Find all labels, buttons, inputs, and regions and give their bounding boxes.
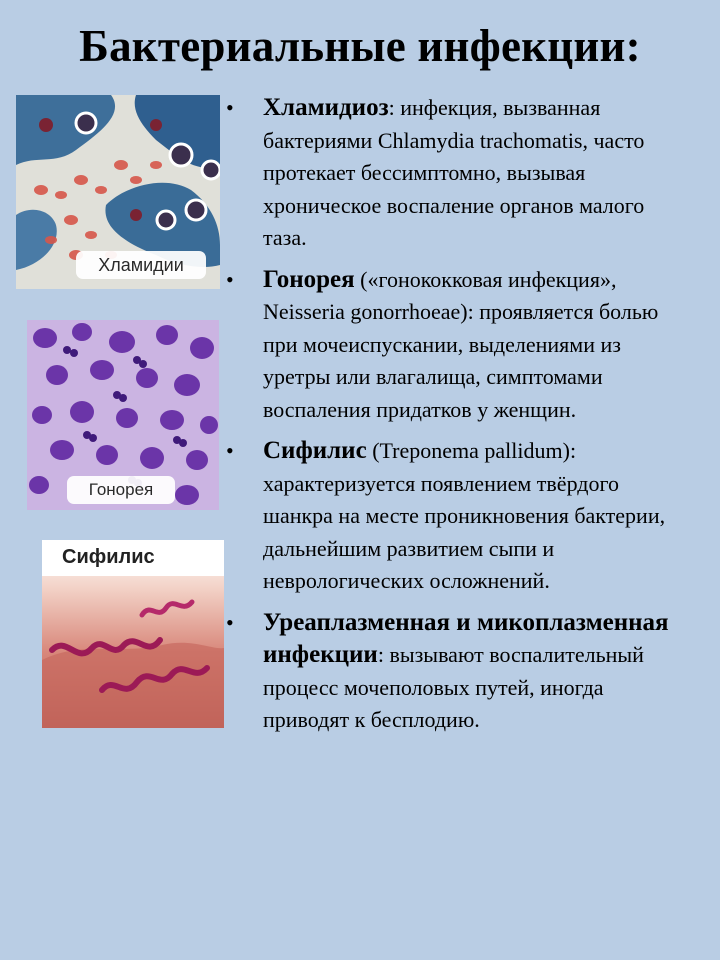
syphilis-label: Сифилис (62, 546, 155, 568)
term: Хламидиоз (263, 94, 389, 121)
description: : вызывают воспалительный процесс мочеполовых путей, иногда приводят к бесплодию. (263, 642, 644, 732)
bullet-icon: • (226, 438, 234, 463)
syphilis-image (42, 540, 224, 728)
bullet-icon: • (226, 266, 234, 292)
gonorrhea-label: Гонорея (67, 476, 175, 504)
description: («гонококковая инфекция», Neisseria gonorrhoeae): проявляется болью при мочеиспускании, выделениями из уретры или влагалища, симптомами воспаления придатков у женщин. (263, 266, 659, 422)
chlamydia-image (16, 95, 220, 289)
infection-list (226, 92, 686, 746)
list-item-gonorrhea (226, 264, 686, 427)
gonorrhea-image (27, 320, 219, 510)
slide-title: Бактериальные инфекции: (79, 21, 641, 71)
description: : инфекция, вызванная бактериями Chlamydia trachomatis, часто протекает бессимптомно, вызывая хроническое воспаление органов малого таза. (263, 95, 645, 250)
term: Сифилис (263, 437, 367, 464)
term: Гонорея (263, 265, 355, 293)
list-item-ureaplasma (226, 607, 686, 737)
term: Уреаплазменная и микоплазменная инфекции (263, 608, 669, 668)
bullet-icon: • (226, 95, 234, 120)
list-item-chlamydiosis (226, 92, 686, 255)
chlamydia-label: Хламидии (76, 251, 206, 279)
description: (Treponema pallidum): характеризуется появлением твёрдого шанкра на месте проникновения бактерии, дальнейшим развитием сыпи и неврологических осложнений. (263, 438, 666, 593)
bullet-icon: • (226, 609, 234, 635)
list-item-syphilis (226, 435, 686, 598)
